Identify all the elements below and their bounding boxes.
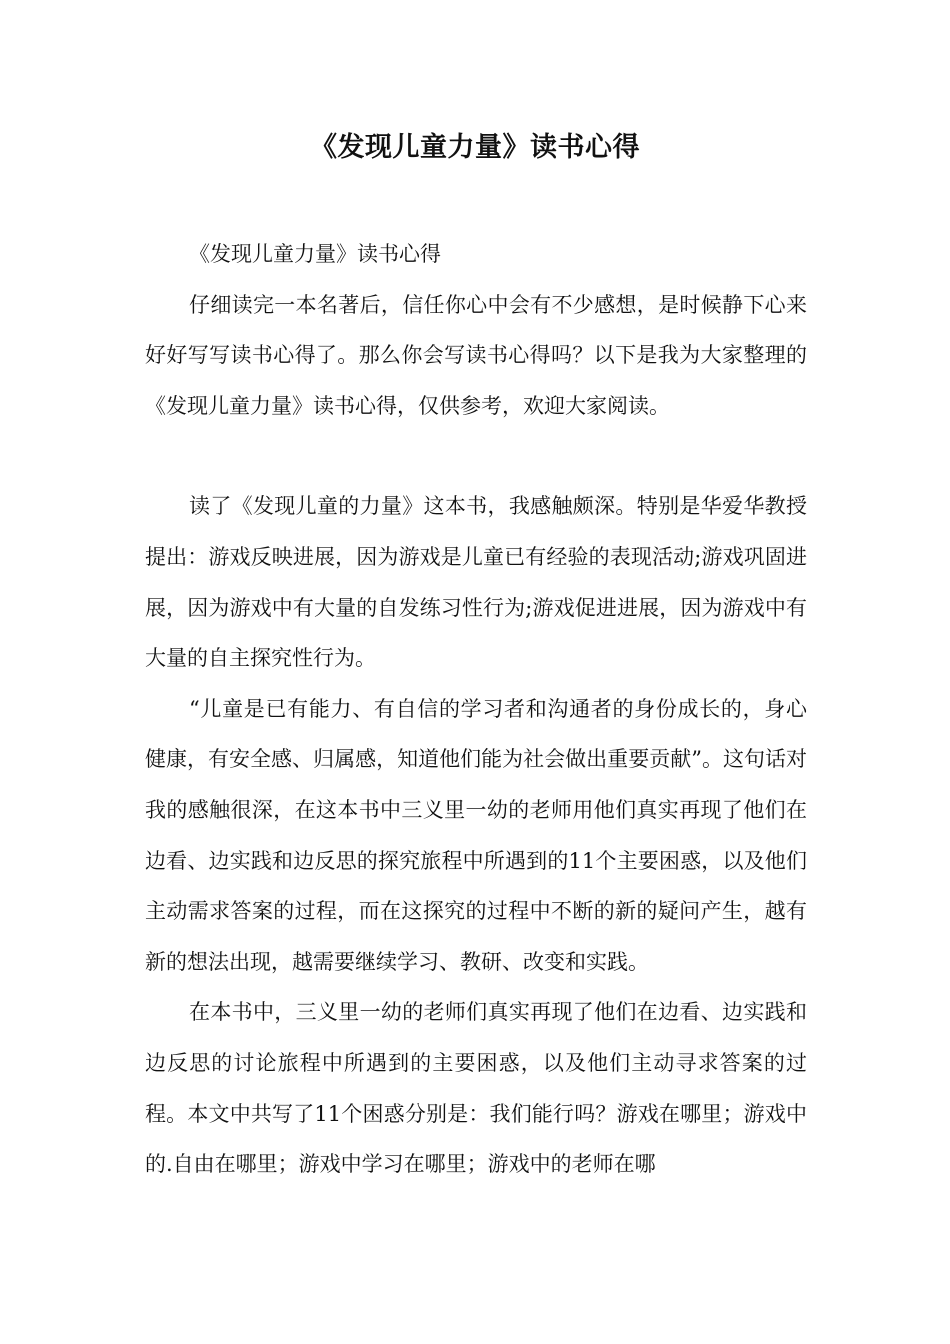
document-body bbox=[145, 229, 807, 1190]
paragraph-intro: 仔细读完一本名著后，信任你心中会有不少感想，是时候静下心来好好写写读书心得了。那么你会写读书心得吗？以下是我为大家整理的《发现儿童力量》读书心得，仅供参考，欢迎大家阅读。 bbox=[145, 292, 807, 418]
paragraph-spacer bbox=[145, 431, 807, 481]
paragraph-body-3: 在本书中，三义里一幼的老师们真实再现了他们在边看、边实践和边反思的讨论旅程中所遇到的主要困惑，以及他们主动寻求答案的过程。本文中共写了11个困惑分别是：我们能行吗？游戏在哪里；游戏中的.自由在哪里；游戏中学习在哪里；游戏中的老师在哪 bbox=[145, 1000, 807, 1177]
document-title: 《发现儿童力量》读书心得 bbox=[310, 132, 640, 163]
paragraph-subtitle: 《发现儿童力量》读书心得 bbox=[189, 242, 441, 266]
paragraph-body-1: 读了《发现儿童的力量》这本书，我感触颇深。特别是华爱华教授提出：游戏反映进展，因为游戏是儿童已有经验的表现活动;游戏巩固进展，因为游戏中有大量的自发练习性行为;游戏促进进展，因为游戏中有大量的自主探究性行为。 bbox=[145, 494, 807, 671]
paragraph-body-2: “儿童是已有能力、有自信的学习者和沟通者的身份成长的，身心健康，有安全感、归属感，知道他们能为社会做出重要贡献”。这句话对我的感触很深，在这本书中三义里一幼的老师用他们真实再现了他们在边看、边实践和边反思的探究旅程中所遇到的11个主要困惑，以及他们主动需求答案的过程，而在这探究的过程中不断的新的疑问产生，越有新的想法出现，越需要继续学习、教研、改变和实践。 bbox=[145, 696, 807, 974]
